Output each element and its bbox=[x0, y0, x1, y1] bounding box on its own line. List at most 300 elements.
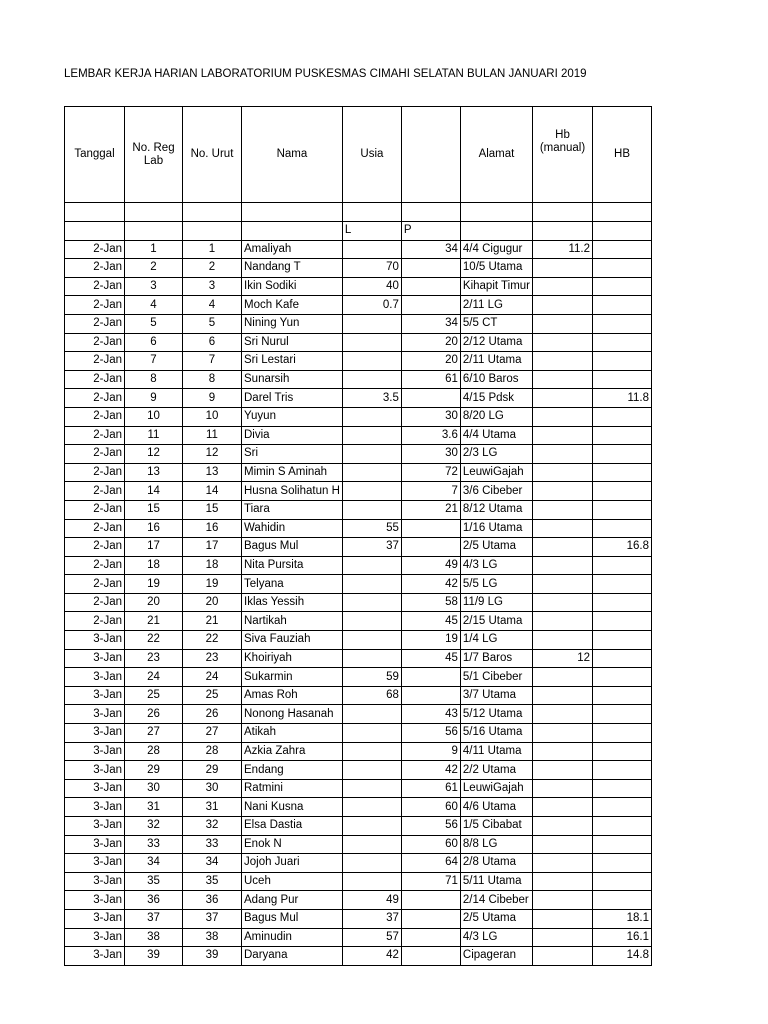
table-row bbox=[65, 891, 652, 910]
cell-nama: Khoiriyah bbox=[242, 649, 343, 668]
cell-usia-l bbox=[342, 314, 401, 333]
cell-usia-l bbox=[342, 705, 401, 724]
cell-hb-manual bbox=[533, 352, 593, 371]
cell-hb-manual bbox=[533, 742, 593, 761]
cell-no-urut: 18 bbox=[183, 556, 242, 575]
cell-usia-l: 0.7 bbox=[342, 296, 401, 315]
cell-no-urut: 6 bbox=[183, 333, 242, 352]
cell-no-urut: 37 bbox=[183, 909, 242, 928]
cell-no-urut: 3 bbox=[183, 277, 242, 296]
cell-usia-p: 56 bbox=[401, 724, 460, 743]
cell-alamat: Cipageran bbox=[460, 947, 532, 966]
cell-tanggal: 3-Jan bbox=[65, 705, 125, 724]
cell-usia-l bbox=[342, 854, 401, 873]
cell-no-reg-lab: 9 bbox=[125, 389, 183, 408]
cell-alamat: 2/8 Utama bbox=[460, 854, 532, 873]
cell-no-urut: 25 bbox=[183, 686, 242, 705]
cell-nama: Enok N bbox=[242, 835, 343, 854]
cell-hb-manual bbox=[533, 909, 593, 928]
table-row bbox=[65, 482, 652, 501]
cell-hb-manual bbox=[533, 761, 593, 780]
cell-tanggal: 2-Jan bbox=[65, 389, 125, 408]
cell-no-urut: 8 bbox=[183, 370, 242, 389]
cell-hb-manual bbox=[533, 463, 593, 482]
cell-alamat: 4/4 Utama bbox=[460, 426, 532, 445]
cell-tanggal: 3-Jan bbox=[65, 835, 125, 854]
table-row bbox=[65, 686, 652, 705]
cell-tanggal: 3-Jan bbox=[65, 872, 125, 891]
cell-no-reg-lab: 12 bbox=[125, 445, 183, 464]
table-row bbox=[65, 724, 652, 743]
cell-usia-p: 45 bbox=[401, 612, 460, 631]
cell-hb bbox=[593, 686, 652, 705]
cell-hb bbox=[593, 872, 652, 891]
table-row bbox=[65, 333, 652, 352]
cell-hb-manual bbox=[533, 668, 593, 687]
cell-no-reg-lab: 29 bbox=[125, 761, 183, 780]
cell-nama: Ikin Sodiki bbox=[242, 277, 343, 296]
cell-nama: Sri Lestari bbox=[242, 352, 343, 371]
cell-hb bbox=[593, 482, 652, 501]
cell-usia-l: 40 bbox=[342, 277, 401, 296]
cell-hb bbox=[593, 314, 652, 333]
cell-nama: Ratmini bbox=[242, 779, 343, 798]
cell-alamat: 2/3 LG bbox=[460, 445, 532, 464]
cell-usia-p bbox=[401, 686, 460, 705]
cell-hb bbox=[593, 463, 652, 482]
cell-usia-p bbox=[401, 928, 460, 947]
cell-nama: Amas Roh bbox=[242, 686, 343, 705]
cell-no-reg-lab: 4 bbox=[125, 296, 183, 315]
cell-usia-l bbox=[342, 612, 401, 631]
cell-nama: Sunarsih bbox=[242, 370, 343, 389]
cell-tanggal: 2-Jan bbox=[65, 333, 125, 352]
table-row bbox=[65, 928, 652, 947]
cell-tanggal: 3-Jan bbox=[65, 649, 125, 668]
cell-no-reg-lab: 7 bbox=[125, 352, 183, 371]
cell-usia-p: 9 bbox=[401, 742, 460, 761]
cell-alamat: 2/14 Cibeber bbox=[460, 891, 532, 910]
table-row bbox=[65, 296, 652, 315]
cell-no-urut: 20 bbox=[183, 593, 242, 612]
cell-hb bbox=[593, 891, 652, 910]
cell-nama: Nonong Hasanah bbox=[242, 705, 343, 724]
cell-hb-manual bbox=[533, 686, 593, 705]
cell-usia-p: 58 bbox=[401, 593, 460, 612]
table-row bbox=[65, 612, 652, 631]
table-row bbox=[65, 631, 652, 650]
table-row bbox=[65, 742, 652, 761]
cell-nama: Nani Kusna bbox=[242, 798, 343, 817]
cell-alamat: 2/11 LG bbox=[460, 296, 532, 315]
cell-alamat: 1/7 Baros bbox=[460, 649, 532, 668]
cell-hb-manual bbox=[533, 296, 593, 315]
cell-no-reg-lab: 28 bbox=[125, 742, 183, 761]
cell-alamat: 1/4 LG bbox=[460, 631, 532, 650]
cell-usia-l bbox=[342, 352, 401, 371]
cell-hb-manual bbox=[533, 612, 593, 631]
cell-tanggal: 2-Jan bbox=[65, 500, 125, 519]
cell-usia-l: 68 bbox=[342, 686, 401, 705]
cell-nama: Nining Yun bbox=[242, 314, 343, 333]
cell-usia-p: 21 bbox=[401, 500, 460, 519]
cell-usia-l bbox=[342, 575, 401, 594]
cell-no-urut: 12 bbox=[183, 445, 242, 464]
cell-usia-p bbox=[401, 891, 460, 910]
cell-hb bbox=[593, 575, 652, 594]
header-tanggal: Tanggal bbox=[65, 107, 125, 203]
cell-no-urut: 21 bbox=[183, 612, 242, 631]
cell-tanggal: 3-Jan bbox=[65, 817, 125, 836]
cell-no-reg-lab: 18 bbox=[125, 556, 183, 575]
cell-hb-manual bbox=[533, 333, 593, 352]
cell-hb bbox=[593, 240, 652, 259]
table-row bbox=[65, 500, 652, 519]
cell-tanggal: 2-Jan bbox=[65, 445, 125, 464]
cell-usia-p: 45 bbox=[401, 649, 460, 668]
cell-no-urut: 22 bbox=[183, 631, 242, 650]
table-row bbox=[65, 817, 652, 836]
cell-hb-manual: 12 bbox=[533, 649, 593, 668]
cell-usia-l bbox=[342, 779, 401, 798]
cell-hb bbox=[593, 835, 652, 854]
cell-tanggal: 3-Jan bbox=[65, 779, 125, 798]
cell-hb-manual bbox=[533, 947, 593, 966]
cell-nama: Bagus Mul bbox=[242, 909, 343, 928]
cell-usia-p: 42 bbox=[401, 575, 460, 594]
cell-alamat: LeuwiGajah bbox=[460, 463, 532, 482]
cell-no-urut: 30 bbox=[183, 779, 242, 798]
cell-usia-p bbox=[401, 389, 460, 408]
cell-alamat: 4/4 Cigugur bbox=[460, 240, 532, 259]
cell-hb bbox=[593, 407, 652, 426]
cell-tanggal: 2-Jan bbox=[65, 538, 125, 557]
cell-alamat: 5/12 Utama bbox=[460, 705, 532, 724]
cell-no-reg-lab: 38 bbox=[125, 928, 183, 947]
table-row bbox=[65, 947, 652, 966]
cell-usia-l bbox=[342, 649, 401, 668]
cell-hb-manual bbox=[533, 891, 593, 910]
cell-usia-l: 37 bbox=[342, 538, 401, 557]
cell-alamat: 10/5 Utama bbox=[460, 259, 532, 278]
cell-alamat: 4/11 Utama bbox=[460, 742, 532, 761]
cell-alamat: 1/16 Utama bbox=[460, 519, 532, 538]
cell-usia-l bbox=[342, 482, 401, 501]
cell-nama: Atikah bbox=[242, 724, 343, 743]
cell-tanggal: 2-Jan bbox=[65, 575, 125, 594]
cell-usia-p: 30 bbox=[401, 445, 460, 464]
cell-hb-manual bbox=[533, 817, 593, 836]
cell-hb-manual bbox=[533, 928, 593, 947]
cell-no-reg-lab: 10 bbox=[125, 407, 183, 426]
cell-no-urut: 24 bbox=[183, 668, 242, 687]
cell-hb-manual bbox=[533, 631, 593, 650]
cell-nama: Azkia Zahra bbox=[242, 742, 343, 761]
table-row bbox=[65, 779, 652, 798]
cell-usia-p: 20 bbox=[401, 352, 460, 371]
cell-tanggal: 2-Jan bbox=[65, 314, 125, 333]
table-row bbox=[65, 370, 652, 389]
cell-no-reg-lab: 35 bbox=[125, 872, 183, 891]
cell-usia-l bbox=[342, 333, 401, 352]
cell-no-reg-lab: 20 bbox=[125, 593, 183, 612]
cell-usia-p: 60 bbox=[401, 798, 460, 817]
cell-no-reg-lab: 33 bbox=[125, 835, 183, 854]
cell-no-urut: 28 bbox=[183, 742, 242, 761]
cell-hb bbox=[593, 593, 652, 612]
header-hb-manual bbox=[533, 107, 593, 203]
cell-usia-l: 59 bbox=[342, 668, 401, 687]
cell-usia-p: 64 bbox=[401, 854, 460, 873]
cell-usia-p: 61 bbox=[401, 779, 460, 798]
cell-no-urut: 14 bbox=[183, 482, 242, 501]
cell-nama: Nartikah bbox=[242, 612, 343, 631]
cell-usia-l bbox=[342, 445, 401, 464]
cell-hb-manual bbox=[533, 407, 593, 426]
cell-no-reg-lab: 13 bbox=[125, 463, 183, 482]
cell-usia-l: 3.5 bbox=[342, 389, 401, 408]
cell-no-urut: 36 bbox=[183, 891, 242, 910]
cell-no-urut: 39 bbox=[183, 947, 242, 966]
table-row bbox=[65, 426, 652, 445]
cell-alamat: 5/1 Cibeber bbox=[460, 668, 532, 687]
cell-no-reg-lab: 11 bbox=[125, 426, 183, 445]
cell-usia-l bbox=[342, 742, 401, 761]
cell-usia-p bbox=[401, 519, 460, 538]
cell-alamat: 3/7 Utama bbox=[460, 686, 532, 705]
cell-no-urut: 27 bbox=[183, 724, 242, 743]
cell-hb-manual bbox=[533, 705, 593, 724]
cell-hb bbox=[593, 296, 652, 315]
cell-no-urut: 7 bbox=[183, 352, 242, 371]
cell-alamat: 2/2 Utama bbox=[460, 761, 532, 780]
cell-usia-p: 30 bbox=[401, 407, 460, 426]
cell-hb bbox=[593, 352, 652, 371]
cell-nama: Uceh bbox=[242, 872, 343, 891]
cell-nama: Elsa Dastia bbox=[242, 817, 343, 836]
cell-usia-p: 20 bbox=[401, 333, 460, 352]
page-title: LEMBAR KERJA HARIAN LABORATORIUM PUSKESMAS CIMAHI SELATAN BULAN JANUARI 2019 bbox=[64, 68, 587, 80]
cell-hb-manual bbox=[533, 482, 593, 501]
cell-alamat: 8/12 Utama bbox=[460, 500, 532, 519]
table-row bbox=[65, 798, 652, 817]
cell-alamat: 2/12 Utama bbox=[460, 333, 532, 352]
cell-hb: 16.8 bbox=[593, 538, 652, 557]
cell-no-reg-lab: 1 bbox=[125, 240, 183, 259]
cell-tanggal: 2-Jan bbox=[65, 352, 125, 371]
cell-hb-manual: 11.2 bbox=[533, 240, 593, 259]
cell-nama: Sri bbox=[242, 445, 343, 464]
cell-tanggal: 2-Jan bbox=[65, 482, 125, 501]
cell-no-reg-lab: 22 bbox=[125, 631, 183, 650]
cell-usia-p: 72 bbox=[401, 463, 460, 482]
cell-hb: 16.1 bbox=[593, 928, 652, 947]
table-row bbox=[65, 277, 652, 296]
cell-hb bbox=[593, 519, 652, 538]
cell-hb-manual bbox=[533, 593, 593, 612]
cell-alamat: 5/5 CT bbox=[460, 314, 532, 333]
cell-hb: 11.8 bbox=[593, 389, 652, 408]
cell-hb-manual bbox=[533, 798, 593, 817]
cell-usia-p: 34 bbox=[401, 240, 460, 259]
table-row bbox=[65, 445, 652, 464]
table-row bbox=[65, 352, 652, 371]
cell-tanggal: 2-Jan bbox=[65, 612, 125, 631]
cell-no-urut: 13 bbox=[183, 463, 242, 482]
cell-tanggal: 2-Jan bbox=[65, 240, 125, 259]
cell-hb bbox=[593, 333, 652, 352]
table-row bbox=[65, 668, 652, 687]
table-row bbox=[65, 854, 652, 873]
header-row bbox=[65, 107, 652, 203]
cell-nama: Iklas Yessih bbox=[242, 593, 343, 612]
cell-usia-p: 3.6 bbox=[401, 426, 460, 445]
table-row bbox=[65, 556, 652, 575]
cell-nama: Mimin S Aminah bbox=[242, 463, 343, 482]
cell-hb-manual bbox=[533, 872, 593, 891]
cell-no-reg-lab: 8 bbox=[125, 370, 183, 389]
cell-no-urut: 1 bbox=[183, 240, 242, 259]
cell-no-reg-lab: 34 bbox=[125, 854, 183, 873]
cell-nama: Sri Nurul bbox=[242, 333, 343, 352]
cell-tanggal: 3-Jan bbox=[65, 668, 125, 687]
cell-no-reg-lab: 30 bbox=[125, 779, 183, 798]
cell-usia-l: 42 bbox=[342, 947, 401, 966]
table-row bbox=[65, 259, 652, 278]
lab-worksheet-table bbox=[64, 106, 652, 966]
cell-nama: Nita Pursita bbox=[242, 556, 343, 575]
cell-no-reg-lab: 31 bbox=[125, 798, 183, 817]
cell-hb bbox=[593, 277, 652, 296]
cell-no-urut: 11 bbox=[183, 426, 242, 445]
cell-usia-l bbox=[342, 835, 401, 854]
cell-tanggal: 3-Jan bbox=[65, 686, 125, 705]
cell-nama: Nandang T bbox=[242, 259, 343, 278]
cell-tanggal: 2-Jan bbox=[65, 556, 125, 575]
cell-hb bbox=[593, 259, 652, 278]
cell-usia-p: 43 bbox=[401, 705, 460, 724]
cell-nama: Endang bbox=[242, 761, 343, 780]
cell-alamat: 2/11 Utama bbox=[460, 352, 532, 371]
cell-usia-l bbox=[342, 872, 401, 891]
cell-nama: Siva Fauziah bbox=[242, 631, 343, 650]
cell-no-reg-lab: 5 bbox=[125, 314, 183, 333]
cell-tanggal: 3-Jan bbox=[65, 761, 125, 780]
cell-tanggal: 3-Jan bbox=[65, 891, 125, 910]
cell-hb-manual bbox=[533, 854, 593, 873]
cell-no-reg-lab: 37 bbox=[125, 909, 183, 928]
cell-tanggal: 3-Jan bbox=[65, 724, 125, 743]
cell-hb-manual bbox=[533, 575, 593, 594]
cell-nama: Tiara bbox=[242, 500, 343, 519]
cell-usia-p: 56 bbox=[401, 817, 460, 836]
cell-usia-p: 7 bbox=[401, 482, 460, 501]
cell-hb bbox=[593, 742, 652, 761]
cell-no-urut: 29 bbox=[183, 761, 242, 780]
cell-no-reg-lab: 16 bbox=[125, 519, 183, 538]
cell-usia-l bbox=[342, 407, 401, 426]
cell-hb bbox=[593, 500, 652, 519]
cell-hb bbox=[593, 705, 652, 724]
cell-usia-p bbox=[401, 668, 460, 687]
cell-no-urut: 15 bbox=[183, 500, 242, 519]
cell-hb bbox=[593, 668, 652, 687]
cell-usia-p bbox=[401, 947, 460, 966]
cell-no-reg-lab: 23 bbox=[125, 649, 183, 668]
cell-no-reg-lab: 15 bbox=[125, 500, 183, 519]
cell-hb bbox=[593, 854, 652, 873]
cell-usia-l bbox=[342, 631, 401, 650]
cell-hb-manual bbox=[533, 445, 593, 464]
cell-hb-manual bbox=[533, 500, 593, 519]
table-row bbox=[65, 835, 652, 854]
cell-usia-l bbox=[342, 240, 401, 259]
cell-hb bbox=[593, 612, 652, 631]
cell-nama: Jojoh Juari bbox=[242, 854, 343, 873]
table-row bbox=[65, 575, 652, 594]
cell-alamat: Kihapit Timur bbox=[460, 277, 532, 296]
cell-no-urut: 17 bbox=[183, 538, 242, 557]
cell-tanggal: 3-Jan bbox=[65, 854, 125, 873]
sex-subheader-row bbox=[65, 222, 652, 241]
cell-tanggal: 2-Jan bbox=[65, 519, 125, 538]
cell-nama: Adang Pur bbox=[242, 891, 343, 910]
cell-tanggal: 3-Jan bbox=[65, 909, 125, 928]
cell-no-reg-lab: 27 bbox=[125, 724, 183, 743]
cell-hb: 18.1 bbox=[593, 909, 652, 928]
cell-usia-l bbox=[342, 500, 401, 519]
cell-alamat: 5/5 LG bbox=[460, 575, 532, 594]
subheader-l: L bbox=[342, 222, 401, 241]
cell-no-urut: 9 bbox=[183, 389, 242, 408]
cell-hb bbox=[593, 556, 652, 575]
cell-tanggal: 3-Jan bbox=[65, 947, 125, 966]
cell-hb-manual bbox=[533, 724, 593, 743]
cell-nama: Sukarmin bbox=[242, 668, 343, 687]
cell-usia-l bbox=[342, 724, 401, 743]
cell-hb bbox=[593, 370, 652, 389]
cell-hb-manual bbox=[533, 370, 593, 389]
cell-tanggal: 3-Jan bbox=[65, 928, 125, 947]
cell-nama: Aminudin bbox=[242, 928, 343, 947]
cell-nama: Divia bbox=[242, 426, 343, 445]
cell-usia-p: 60 bbox=[401, 835, 460, 854]
header-alamat: Alamat bbox=[460, 107, 532, 203]
cell-nama: Bagus Mul bbox=[242, 538, 343, 557]
cell-hb-manual bbox=[533, 389, 593, 408]
cell-usia-p: 34 bbox=[401, 314, 460, 333]
cell-hb bbox=[593, 426, 652, 445]
cell-tanggal: 2-Jan bbox=[65, 296, 125, 315]
cell-usia-l bbox=[342, 463, 401, 482]
cell-no-reg-lab: 32 bbox=[125, 817, 183, 836]
header-usia-blank bbox=[401, 107, 460, 203]
cell-alamat: 2/5 Utama bbox=[460, 538, 532, 557]
cell-usia-l bbox=[342, 426, 401, 445]
cell-usia-l bbox=[342, 761, 401, 780]
cell-tanggal: 2-Jan bbox=[65, 463, 125, 482]
table-row bbox=[65, 407, 652, 426]
cell-no-reg-lab: 24 bbox=[125, 668, 183, 687]
cell-tanggal: 3-Jan bbox=[65, 631, 125, 650]
cell-no-reg-lab: 36 bbox=[125, 891, 183, 910]
cell-hb bbox=[593, 445, 652, 464]
cell-usia-l bbox=[342, 370, 401, 389]
cell-alamat: 2/15 Utama bbox=[460, 612, 532, 631]
cell-hb-manual bbox=[533, 556, 593, 575]
cell-no-urut: 32 bbox=[183, 817, 242, 836]
cell-tanggal: 2-Jan bbox=[65, 426, 125, 445]
